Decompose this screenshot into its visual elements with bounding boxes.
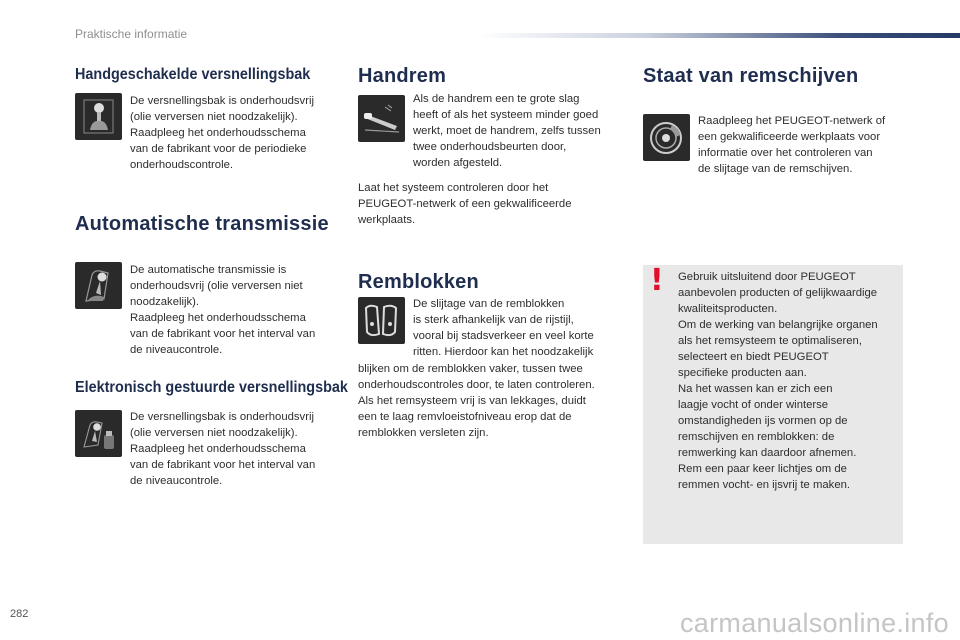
automatic-transmission-text: De automatische transmissie is onderhoudsvrij (olie verversen niet noodzakelijk). Raadpleeg het onderhoudsschema van de fabrikant voor het interval van de niveaucontrole. bbox=[130, 264, 316, 356]
electronic-gearbox-heading: Elektronisch gestuurde versnellingsbak bbox=[75, 379, 348, 396]
brake-pads-followup-text: blijken om de remblokken vaker, tussen twee onderhoudscontroles door, te laten controleren. Als het remsysteem vrij is van lekkages, duidt een te laag remvloeistofniveau erop dat de remblokken versleten zijn. bbox=[358, 363, 595, 439]
watermark: carmanualsonline.info bbox=[680, 608, 949, 638]
handbrake-lever-icon bbox=[358, 95, 405, 142]
exclamation-warning-icon: ! bbox=[650, 263, 664, 298]
brake-pads-icon bbox=[358, 297, 405, 344]
brake-pads-heading: Remblokken bbox=[358, 271, 479, 293]
manual-gearbox-heading: Handgeschakelde versnellingsbak bbox=[75, 66, 311, 83]
automatic-transmission-heading: Automatische transmissie bbox=[75, 213, 329, 235]
handbrake-text: Als de handrem een te grote slag heeft of als het systeem minder goed werkt, moet de handrem, zelfs tussen twee onderhoudsbeurten door, worden afgesteld. bbox=[413, 93, 601, 169]
brake-discs-text: Raadpleeg het PEUGEOT-netwerk of een gekwalificeerde werkplaats voor informatie over het controleren van de slijtage van de remschijven. bbox=[698, 115, 886, 175]
electronic-gearbox-icon bbox=[75, 410, 122, 457]
warning-text: Gebruik uitsluitend door PEUGEOT aanbevolen producten of gelijkwaardige kwaliteitsproducten. Om de werking van belangrijke organen als het remsysteem te optimaliseren, selecteert en biedt PEUGEOT specifieke producten aan. Na het wassen kan er zich een laagje vocht of onder winterse omstandigheden ijs vormen op de remschijven en remblokken: de remwerking kan daardoor afnemen. Rem een paar keer lichtjes om de remmen vocht- en ijsvrij te maken. bbox=[678, 271, 878, 491]
manual-gearshift-icon bbox=[75, 93, 122, 140]
brake-pads-text: De slijtage van de remblokken is sterk afhankelijk van de rijstijl, vooral bij stadsverkeer en veel korte ritten. Hierdoor kan het noodzakelijk bbox=[413, 298, 594, 358]
brake-disc-icon bbox=[643, 114, 690, 161]
section-title: Praktische informatie bbox=[75, 27, 188, 41]
handbrake-heading: Handrem bbox=[358, 65, 447, 87]
electronic-gearbox-text: De versnellingsbak is onderhoudsvrij (olie verversen niet noodzakelijk). Raadpleeg het onderhoudsschema van de fabrikant voor het interval van de niveaucontrole. bbox=[130, 411, 316, 487]
handbrake-followup-text: Laat het systeem controleren door het PEUGEOT-netwerk of een gekwalificeerde werkplaats. bbox=[358, 182, 572, 226]
brake-discs-heading: Staat van remschijven bbox=[643, 65, 859, 87]
automatic-gear-selector-icon bbox=[75, 262, 122, 309]
header-gradient-bar bbox=[478, 33, 960, 38]
page-number: 282 bbox=[10, 608, 29, 620]
manual-gearbox-text: De versnellingsbak is onderhoudsvrij (olie verversen niet noodzakelijk). Raadpleeg het onderhoudsschema van de fabrikant voor de periodieke onderhoudscontrole. bbox=[130, 95, 314, 171]
